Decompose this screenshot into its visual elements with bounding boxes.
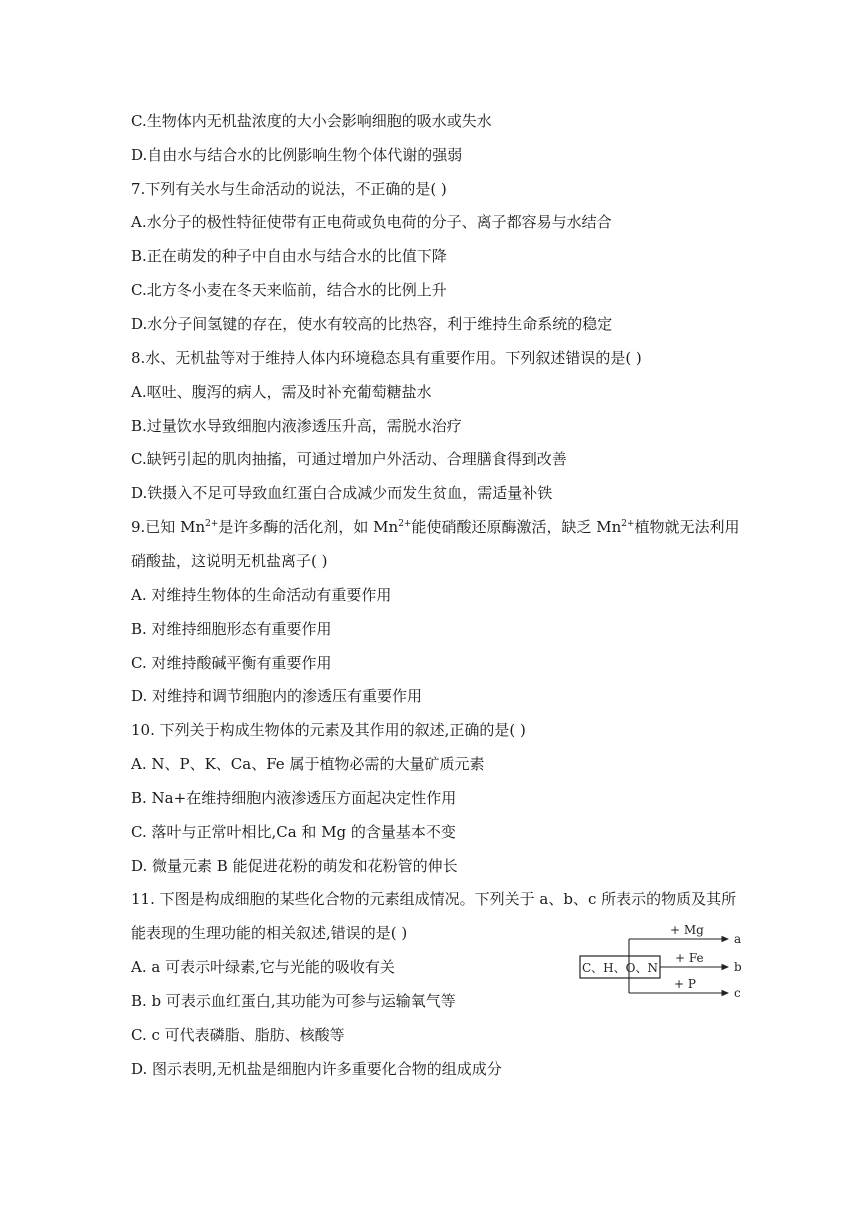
- question-8: 8.水、无机盐等对于维持人体内环境稳态具有重要作用。下列叙述错误的是( ): [131, 349, 642, 367]
- element-box-label: C、H、O、N: [582, 961, 658, 975]
- option-a: A. 对维持生物体的生命活动有重要作用: [131, 586, 392, 604]
- target-label-c: c: [734, 986, 741, 1000]
- superscript: 2+: [621, 519, 635, 529]
- option-c: C.缺钙引起的肌肉抽搐，可通过增加户外活动、合理膳食得到改善: [131, 450, 567, 468]
- option-b: B. b 可表示血红蛋白,其功能为可参与运输氧气等: [131, 992, 456, 1010]
- option-b: B. Na+在维持细胞内液渗透压方面起决定性作用: [131, 789, 457, 807]
- text-line: 能表现的生理功能的相关叙述,错误的是( ): [131, 924, 408, 942]
- arrow-label-p: + P: [674, 977, 696, 991]
- superscript: 2+: [398, 519, 412, 529]
- option-c: C. 对维持酸碱平衡有重要作用: [131, 654, 332, 672]
- option-a: A.水分子的极性特征使带有正电荷或负电荷的分子、离子都容易与水结合: [131, 213, 612, 231]
- q9-part: 9.已知 Mn: [131, 518, 206, 536]
- superscript: 2+: [205, 519, 219, 529]
- option-d: D.铁摄入不足可导致血红蛋白合成减少而发生贫血，需适量补铁: [131, 484, 553, 502]
- option-a: A. N、P、K、Ca、Fe 属于植物必需的大量矿质元素: [131, 755, 485, 773]
- option-d: D.水分子间氢键的存在，使水有较高的比热容，利于维持生命系统的稳定: [131, 315, 613, 333]
- option-d: D. 图示表明,无机盐是细胞内许多重要化合物的组成成分: [131, 1060, 502, 1078]
- question-9: [131, 517, 740, 537]
- option-c: C. 落叶与正常叶相比,Ca 和 Mg 的含量基本不变: [131, 823, 456, 841]
- question-10: 10. 下列关于构成生物体的元素及其作用的叙述,正确的是( ): [131, 721, 526, 739]
- option-b: B. 对维持细胞形态有重要作用: [131, 620, 332, 638]
- text-line: D.自由水与结合水的比例影响生物个体代谢的强弱: [131, 146, 463, 164]
- target-label-b: b: [734, 960, 742, 974]
- option-d: D. 对维持和调节细胞内的渗透压有重要作用: [131, 687, 423, 705]
- arrow-label-mg: + Mg: [670, 923, 704, 937]
- text-line: 硝酸盐，这说明无机盐离子( ): [131, 552, 328, 570]
- q9-part: 能使硝酸还原酶激活，缺乏 Mn: [411, 518, 622, 536]
- option-b: B.过量饮水导致细胞内液渗透压升高，需脱水治疗: [131, 417, 462, 435]
- q9-part: 是许多酶的活化剂，如 Mn: [218, 518, 399, 536]
- question-7: 7.下列有关水与生命活动的说法，不正确的是( ): [131, 180, 447, 198]
- option-c: C. c 可代表磷脂、脂肪、核酸等: [131, 1026, 345, 1044]
- option-a: A.呕吐、腹泻的病人，需及时补充葡萄糖盐水: [131, 383, 432, 401]
- element-composition-diagram: [578, 918, 748, 1000]
- option-d: D. 微量元素 B 能促进花粉的萌发和花粉管的伸长: [131, 857, 458, 875]
- question-11: 11. 下图是构成细胞的某些化合物的元素组成情况。下列关于 a、b、c 所表示的物质及其所: [131, 890, 737, 908]
- option-c: C.北方冬小麦在冬天来临前，结合水的比例上升: [131, 281, 447, 299]
- q9-part: 植物就无法利用: [634, 518, 740, 536]
- arrow-label-fe: + Fe: [675, 951, 704, 965]
- option-a: A. a 可表示叶绿素,它与光能的吸收有关: [131, 958, 395, 976]
- target-label-a: a: [734, 932, 742, 946]
- text-line: C.生物体内无机盐浓度的大小会影响细胞的吸水或失水: [131, 112, 492, 130]
- option-b: B.正在萌发的种子中自由水与结合水的比值下降: [131, 247, 447, 265]
